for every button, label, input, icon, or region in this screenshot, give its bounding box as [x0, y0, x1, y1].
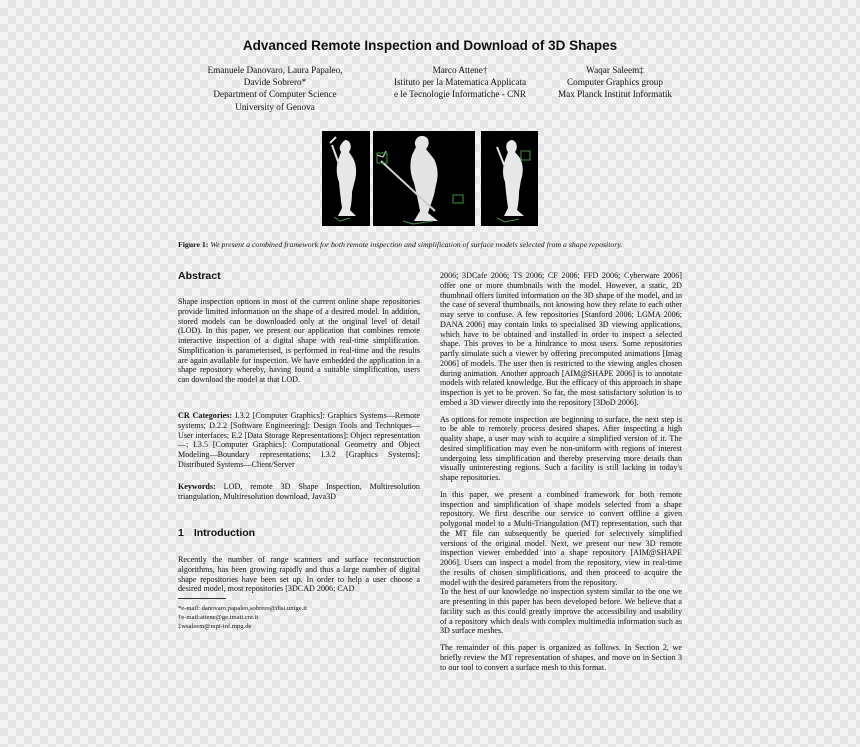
author-line: e le Tecnologie Informatiche - CNR [393, 89, 527, 100]
author-line: Department of Computer Science [213, 89, 337, 100]
cr-label: CR Categories: [178, 411, 233, 420]
paragraph: 2006; 3DCafe 2006; TS 2006; CF 2006; FFD 2006; Cyberware 2006] offer one or more thumbnails with the model. However, a static, 2D thumbnail offers limited information on the 3D shape of the model, and in the case of several thumbnails, not knowing how they relate to each other may serve to confuse. A few repositories [Stanford 2006; LGMA 2006; DANA 2006] may contain links to specialised 3D viewing applications, which have to be obtained and installed in order to inspect a selected shape. This proves to be a hindrance to most users. Some repositories partly simulate such a viewer by offering precomputed animations [Imag 2006] of models. The user then is restricted to the viewing angles chosen during animation. Another approach [AIM@SHAPE 2006] is to annotate models with related knowledge. But the efficacy of this approach in shape inspection is yet to be proven. So far, the most satisfactory solution is to embed a 3D viewer directly into the repository [3DoD 2006]. [440, 271, 682, 407]
footnote: *e-mail: danovaro,papaleo,sobrero@disi.unige.it [178, 605, 307, 612]
figure-caption [178, 240, 683, 249]
intro-text: Recently the number of range scanners and surface reconstruction algorithms, has been growing rapidly and thus a large number of digital shape repositories have been set up. In order to help a user choose a desired model, most repositories [3DCAD 2006; CAD [178, 555, 420, 594]
author-line: Waqar Saleem‡ [586, 65, 644, 75]
author-line: Marco Attene† [432, 65, 488, 75]
author-block-3 [530, 64, 700, 101]
right-column [440, 271, 682, 672]
footnote-rule [178, 598, 226, 599]
section-title: Introduction [193, 527, 256, 539]
paragraph: The remainder of this paper is organized as follows. In Section 2, we briefly review the MT representation of shapes, and move on in Section 3 to our tool to convert a surface mesh to this format. [440, 643, 682, 672]
keywords [178, 482, 420, 502]
author-line: Davide Sobrero* [243, 77, 307, 88]
author-block-1 [180, 64, 370, 113]
paragraph: To the best of our knowledge no inspection system similar to the one we are presenting in this paper has been developed before. We believe that a facility such as this could greatly improve the accessibility and usability of a repository which deals with complex multimedia information such as 3D surface meshes. [440, 587, 682, 636]
author-line: Emanuele Danovaro, Laura Papaleo, [207, 65, 343, 75]
figure-statue-wireframe [373, 131, 475, 226]
footnote: †e-mail:attene@ge.imati.cnr.it [178, 614, 259, 621]
author-block-2 [380, 64, 540, 101]
abstract-body [178, 297, 420, 385]
figure-statue-side [481, 131, 538, 226]
introduction-body [178, 555, 420, 594]
author-line: Istituto per la Matematica Applicata [393, 77, 527, 88]
section-number: 1 [178, 527, 184, 539]
figure-caption-text: We present a combined framework for both remote inspection and simplification of surface models selected from a shape repository. [210, 240, 623, 249]
figure-statue-front [322, 131, 370, 226]
cr-text: I.3.2 [Computer Graphics]: Graphics Systems—Remote systems; D.2.2 [Software Engineering]: Design Tools and Techniques—User interfaces; E.2 [Data Storage Representations]: Object representation—; I.3.5 [Computer Graphics]: Computational Geometry and Object Modeling—Boundary representations; I.3.2 [Graphics Systems]: Distributed Systems—Client/Server [178, 411, 420, 469]
introduction-heading [178, 527, 255, 539]
paper-title: Advanced Remote Inspection and Download of 3D Shapes [242, 38, 618, 53]
author-line: Computer Graphics group [567, 77, 663, 88]
keywords-label: Keywords: [178, 482, 216, 491]
cr-categories [178, 411, 420, 470]
footnotes [178, 604, 418, 631]
keywords-text: LOD, remote 3D Shape Inspection, Multiresolution triangulation, Multiresolution download, Java3D [178, 482, 420, 501]
author-line: Max Planck Institut Informatik [557, 89, 673, 100]
author-line: University of Genova [235, 101, 315, 112]
abstract-text: Shape inspection options in most of the current online shape repositories provide limited information on the shape of a desired model. In addition, stored models can be downloaded only at the original level of detail (LOD). In this paper, we present our application that combines remote interactive inspection of a digital shape with real-time simplification. Simplification is parameterised, is performed in real-time and the results are again available for inspection. We have embedded the application in a shape repository whereby, having found a suitable simplification, users can download the model at that LOD. [178, 297, 420, 384]
abstract-heading: Abstract [178, 270, 221, 282]
figure-caption-label: Figure 1: [178, 240, 209, 249]
paragraph: As options for remote inspection are beginning to surface, the next step is to be able to remotely process desired shapes. After inspecting a high quality shape, a user may wish to acquire a simplified version of it. The desired simplification may even be non-uniform with regions of interest undergoing less simplification and thereby preserving more details than visually uninteresting regions. Such a facility is still lacking in today's shape repositories. [440, 414, 682, 482]
footnote: ‡wsaleem@mpi-inf.mpg.de [178, 623, 252, 630]
paragraph: In this paper, we present a combined framework for both remote inspection and simplification of shape models selected from a shape repository. We first describe our service to convert offline a given polygonal model to a Multi-Triangulation (MT) representation, such that the MT file can subsequently be queried for selectively simplified versions of the original model. Next, we present our new 3D remote inspection viewer embedded into a shape repository [AIM@SHAPE 2006]. Users can inspect a model from the repository, view in real-time the results of chosen simplifications, and then proceed to acquire the model with the desired parameters from the repository. [440, 489, 682, 587]
